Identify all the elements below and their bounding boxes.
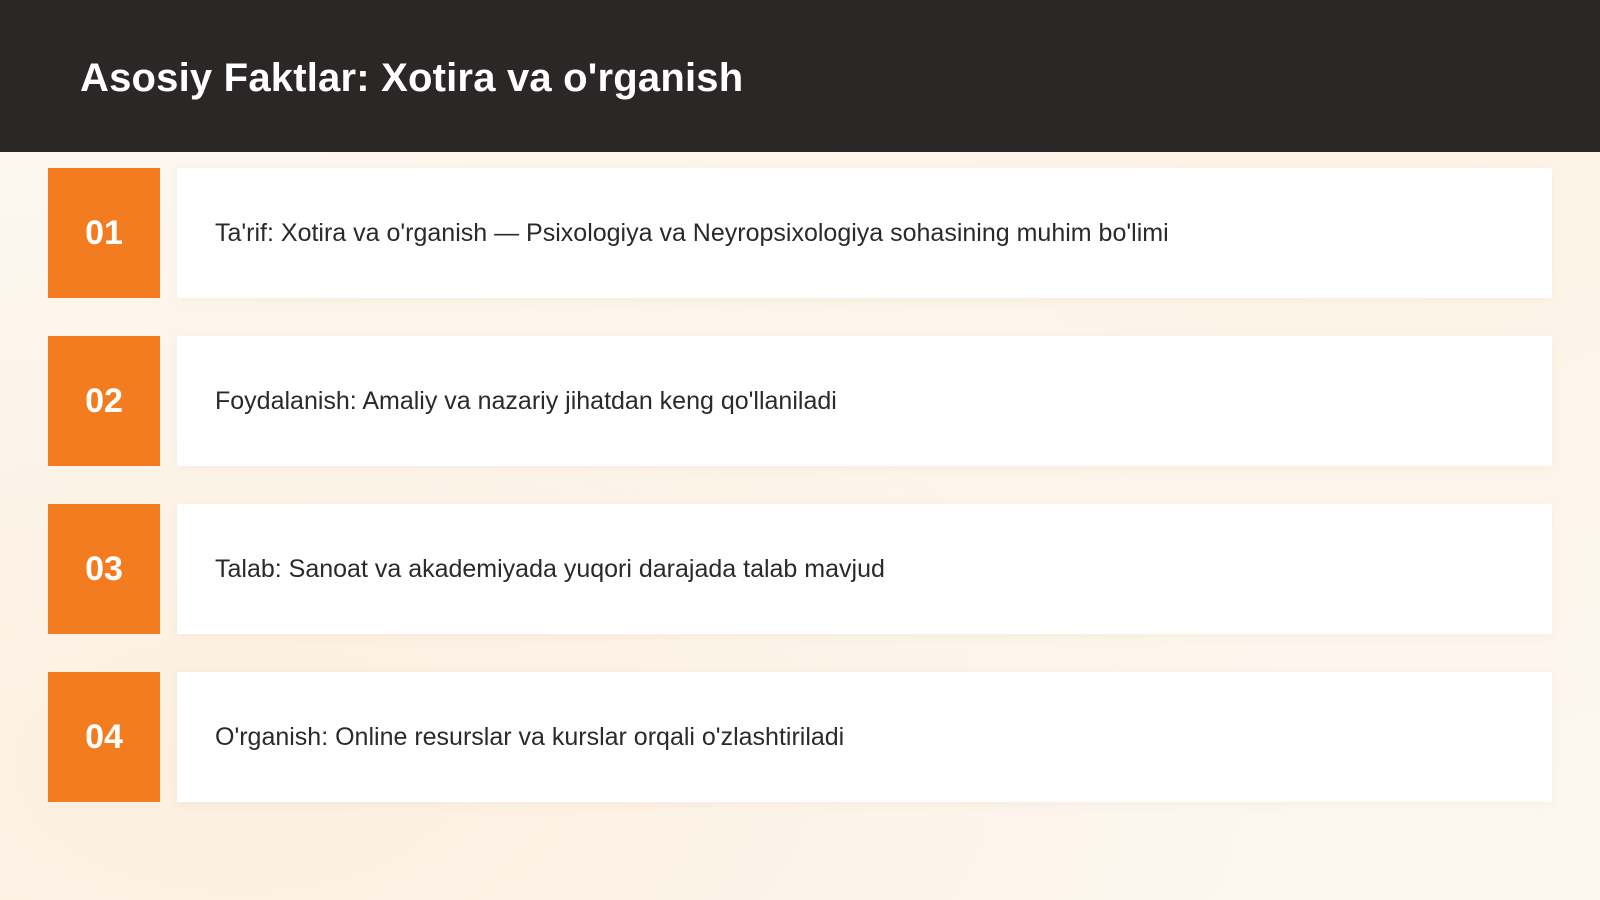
fact-item-4 — [48, 672, 1552, 802]
fact-number-badge — [48, 336, 160, 466]
fact-list — [48, 168, 1552, 840]
fact-text: Foydalanish: Amaliy va nazariy jihatdan keng qo'llaniladi — [215, 386, 837, 415]
fact-number-badge — [48, 504, 160, 634]
fact-item-1 — [48, 168, 1552, 298]
slide-header — [0, 0, 1600, 152]
fact-card — [177, 336, 1552, 466]
fact-text: Talab: Sanoat va akademiyada yuqori darajada talab mavjud — [215, 554, 885, 583]
slide-title: Asosiy Faktlar: Xotira va o'rganish — [80, 56, 744, 100]
fact-number-badge — [48, 168, 160, 298]
fact-item-2 — [48, 336, 1552, 466]
fact-text: Ta'rif: Xotira va o'rganish — Psixologiya va Neyropsixologiya sohasining muhim bo'limi — [215, 218, 1169, 247]
fact-number-badge — [48, 672, 160, 802]
fact-number: 02 — [85, 381, 123, 420]
fact-card — [177, 672, 1552, 802]
fact-card — [177, 168, 1552, 298]
fact-number: 01 — [85, 213, 123, 252]
fact-number: 04 — [85, 717, 123, 756]
fact-card — [177, 504, 1552, 634]
fact-item-3 — [48, 504, 1552, 634]
fact-text: O'rganish: Online resurslar va kurslar orqali o'zlashtiriladi — [215, 722, 845, 751]
fact-number: 03 — [85, 549, 123, 588]
